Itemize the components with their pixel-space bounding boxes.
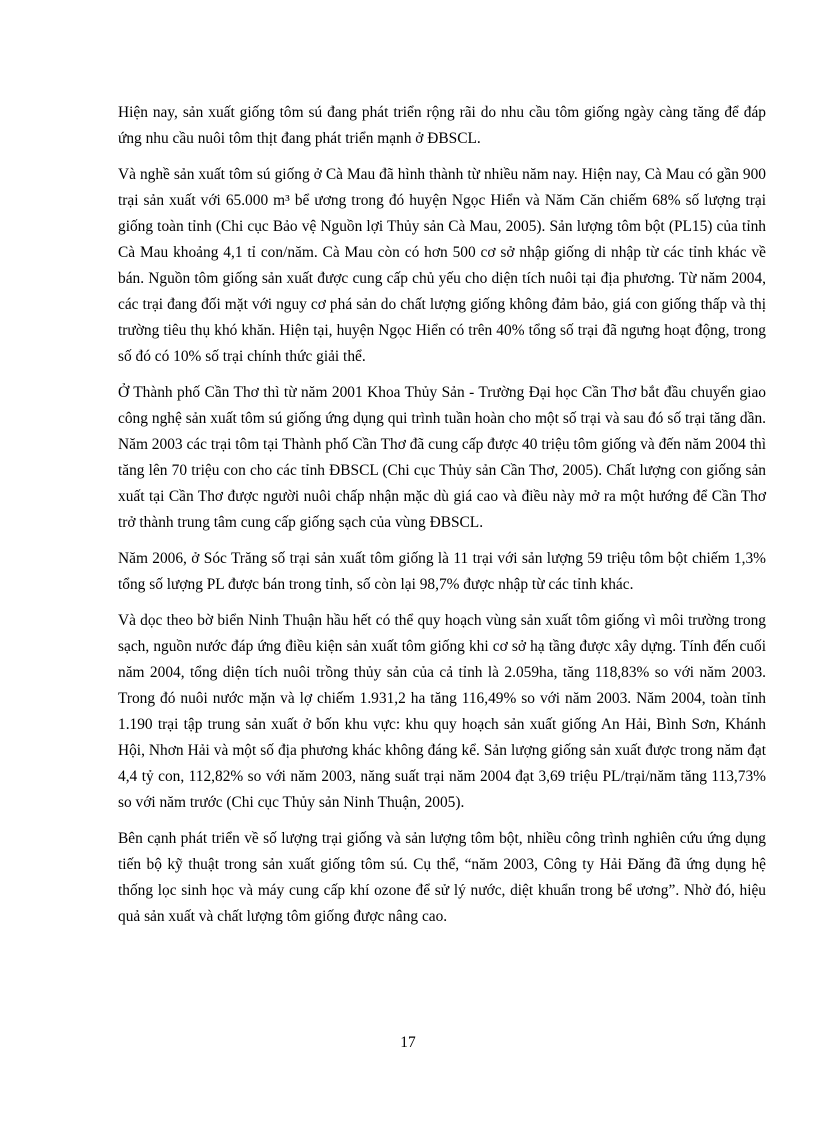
paragraph: Bên cạnh phát triển về số lượng trại giống và sản lượng tôm bột, nhiều công trình nghiên cứu ứng dụng tiến bộ kỹ thuật trong sản xuất giống tôm sú. Cụ thể, “năm 2003, Công ty Hải Đăng đã ứng dụng hệ thống lọc sinh học và máy cung cấp khí ozone để sử lý nước, diệt khuẩn trong bể ương”. Nhờ đó, hiệu quả sản xuất và chất lượng tôm giống được nâng cao.: [118, 830, 766, 925]
paragraph: Và dọc theo bờ biển Ninh Thuận hầu hết có thể quy hoạch vùng sản xuất tôm giống vì môi trường trong sạch, nguồn nước đáp ứng điều kiện sản xuất tôm giống khi cơ sở hạ tầng được xây dựng. Tính đến cuối năm 2004, tổng diện tích nuôi trồng thủy sản của cả tỉnh là 2.059ha, tăng 118,83% so với năm 2003. Trong đó nuôi nước mặn và lợ chiếm 1.931,2 ha tăng 116,49% so với năm 2003. Năm 2004, toàn tỉnh 1.190 trại tập trung sản xuất ở bốn khu vực: khu quy hoạch sản xuất giống An Hải, Bình Sơn, Khánh Hội, Nhơn Hải và một số địa phương khác không đáng kể. Sản lượng giống sản xuất được trong năm đạt 4,4 tỷ con, 112,82% so với năm 2003, năng suất trại năm 2004 đạt 3,69 triệu PL/trại/năm tăng 113,73% so với năm trước (Chi cục Thủy sản Ninh Thuận, 2005).: [118, 612, 766, 811]
page-number: 17: [400, 1034, 416, 1051]
paragraph: Và nghề sản xuất tôm sú giống ở Cà Mau đã hình thành từ nhiều năm nay. Hiện nay, Cà Mau có gần 900 trại sản xuất với 65.000 m³ bể ương trong đó huyện Ngọc Hiển và Năm Căn chiếm 68% số lượng trại giống toàn tỉnh (Chi cục Bảo vệ Nguồn lợi Thủy sản Cà Mau, 2005). Sản lượng tôm bột (PL15) của tỉnh Cà Mau khoảng 4,1 tỉ con/năm. Cà Mau còn có hơn 500 cơ sở nhập giống di nhập từ các tỉnh khác về bán. Nguồn tôm giống sản xuất được cung cấp chủ yếu cho diện tích nuôi tại địa phương. Từ năm 2004, các trại đang đối mặt với nguy cơ phá sản do chất lượng giống không đảm bảo, giá con giống thấp và thị trường tiêu thụ khó khăn. Hiện tại, huyện Ngọc Hiển có trên 40% tổng số trại đã ngưng hoạt động, trong số đó có 10% số trại chính thức giải thể.: [118, 166, 766, 365]
paragraph: Hiện nay, sản xuất giống tôm sú đang phát triển rộng rãi do nhu cầu tôm giống ngày càng tăng để đáp ứng nhu cầu nuôi tôm thịt đang phát triển mạnh ở ĐBSCL.: [118, 104, 766, 147]
paragraph: Ở Thành phố Cần Thơ thì từ năm 2001 Khoa Thủy Sản - Trường Đại học Cần Thơ bắt đầu chuyển giao công nghệ sản xuất tôm sú giống ứng dụng qui trình tuần hoàn cho một số trại và sau đó số trại tăng dần. Năm 2003 các trại tôm tại Thành phố Cần Thơ đã cung cấp được 40 triệu tôm giống và đến năm 2004 thì tăng lên 70 triệu con cho các tỉnh ĐBSCL (Chi cục Thủy sản Cần Thơ, 2005). Chất lượng con giống sản xuất tại Cần Thơ được người nuôi chấp nhận mặc dù giá cao và điều này mở ra một hướng để Cần Thơ trở thành trung tâm cung cấp giống sạch của vùng ĐBSCL.: [118, 384, 766, 531]
paragraph: Năm 2006, ở Sóc Trăng số trại sản xuất tôm giống là 11 trại với sản lượng 59 triệu tôm bột chiếm 1,3% tổng số lượng PL được bán trong tỉnh, số còn lại 98,7% được nhập từ các tỉnh khác.: [118, 550, 766, 593]
page-body: [118, 100, 766, 940]
